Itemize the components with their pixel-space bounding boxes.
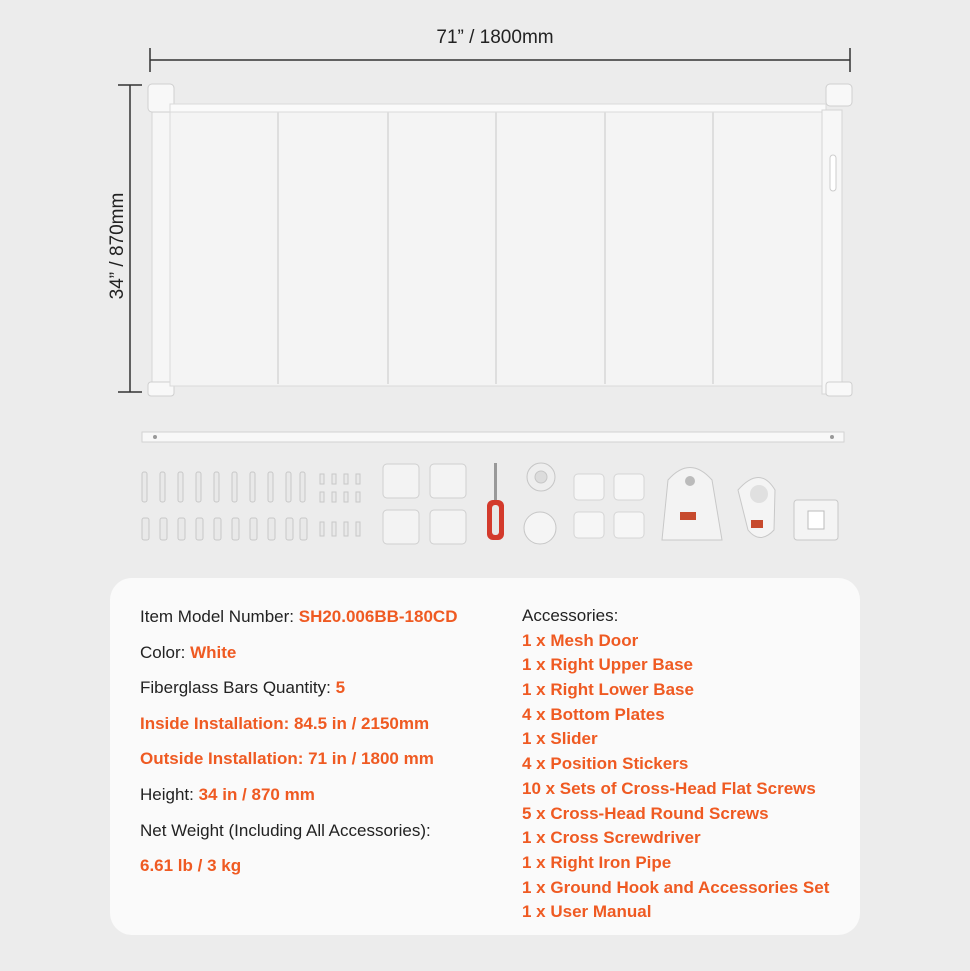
iron-pipe-illustration — [142, 432, 844, 442]
spec-bars-value: 5 — [335, 678, 346, 698]
accessories-title: Accessories: — [522, 606, 619, 625]
spec-inside-value: 84.5 in / 2150mm — [293, 713, 430, 733]
screwdriver-illustration — [487, 463, 504, 540]
accessory-item: 4 x Position Stickers — [522, 754, 689, 774]
spec-outside-label: Outside Installation: — [140, 749, 309, 769]
width-dimension-label: 71” / 1800mm — [436, 27, 554, 48]
spec-outside-value: 71 in / 1800 mm — [308, 749, 434, 769]
accessory-item: 1 x Ground Hook and Accessories Set — [522, 877, 830, 897]
accessory-item: 1 x Mesh Door — [522, 630, 639, 650]
bottom-plates-illustration — [383, 464, 466, 544]
spec-color-label: Color: — [140, 642, 191, 662]
accessory-item: 1 x Right Upper Base — [522, 655, 693, 675]
right-upper-base-illustration — [662, 468, 722, 541]
accessory-item: 1 x Slider — [522, 729, 598, 749]
spec-model — [140, 604, 457, 640]
spec-model-value: SH20.006BB-180CD — [298, 607, 458, 626]
accessory-item: 1 x Right Iron Pipe — [522, 852, 672, 872]
spec-outside — [140, 746, 457, 782]
spec-model-label: Item Model Number: — [140, 607, 299, 626]
right-lower-base-illustration — [738, 478, 775, 538]
spec-height-label: Height: — [140, 784, 199, 804]
spec-weight-label: Net Weight (Including All Accessories): — [140, 820, 431, 840]
spec-weight-value: 6.61 lb / 3 kg — [140, 856, 242, 876]
position-stickers-illustration — [574, 474, 644, 538]
accessory-item: 4 x Bottom Plates — [522, 704, 665, 724]
accessory-item: 1 x User Manual — [522, 902, 652, 922]
accessory-item: 1 x Cross Screwdriver — [522, 828, 701, 848]
accessories-list — [522, 604, 829, 925]
height-dimension-label: 34” / 870mm — [107, 192, 128, 300]
ground-hook-illustration — [794, 500, 838, 540]
spec-height-value: 34 in / 870 mm — [198, 784, 315, 804]
spec-color-value: White — [190, 642, 237, 662]
accessory-item: 1 x Right Lower Base — [522, 680, 694, 700]
spec-bars — [140, 675, 457, 711]
accessory-item: 5 x Cross-Head Round Screws — [522, 803, 769, 823]
width-dimension-line — [150, 48, 850, 72]
spec-color — [140, 640, 457, 676]
gate-illustration — [148, 84, 852, 396]
screws-illustration — [142, 472, 360, 540]
accessory-item: 10 x Sets of Cross-Head Flat Screws — [522, 778, 816, 798]
slider-illustration — [524, 463, 556, 544]
spec-height — [140, 782, 457, 818]
spec-bars-label: Fiberglass Bars Quantity: — [140, 678, 336, 698]
spec-inside-label: Inside Installation: — [140, 713, 294, 733]
spec-inside — [140, 711, 457, 747]
spec-list — [140, 604, 457, 889]
